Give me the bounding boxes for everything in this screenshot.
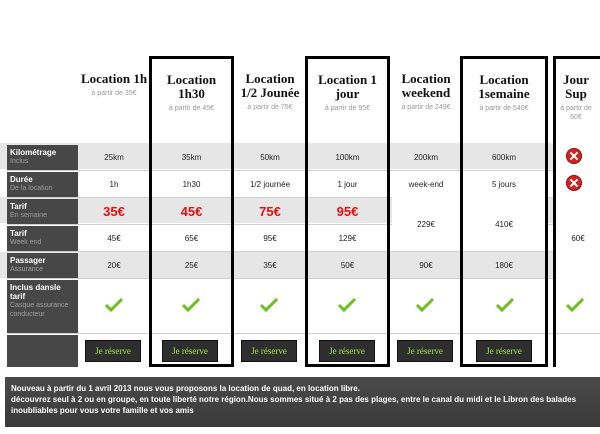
col-title: Jour Sup [563,72,589,101]
col-price: à partir de 75€ [247,104,293,111]
label-title: Kilométrage [10,148,57,157]
cell-passager: 25€ [184,261,199,270]
col-title: Location 1h [80,71,148,86]
col-title: Location 1/2 Jounée [240,71,300,100]
check-icon [566,298,584,312]
label-sub: Inclus [10,158,29,165]
cell-tarif-weekend: 45€ [107,234,121,243]
cell-passager: 50€ [340,261,355,270]
col-head-1h [80,58,148,141]
cell-tarif-weekend: 129€ [338,234,357,243]
col-head-demi [236,58,304,141]
label-title: Tarif [10,202,27,211]
cell-weekend-tarif: 229€ [417,220,435,229]
cell-tarif-semaine: 45€ [180,204,203,219]
cell-duree: week-end [408,180,444,189]
cell-tarif-weekend: 65€ [184,234,199,243]
col-price: à partir de 60€ [560,105,592,121]
cell-km: 100km [335,153,360,162]
cell-km: 200km [413,153,438,162]
col-title: Location weekend [401,71,451,100]
cell-duree: 1h [109,180,119,189]
reserve-button-semaine[interactable]: Je réserve [476,340,532,362]
check-icon [260,298,278,312]
cell-passager: 20€ [107,261,121,270]
label-empty [7,335,78,367]
cell-passager: 35€ [263,261,277,270]
label-sub: Week end [10,239,42,246]
label-sub: Casque assurance conducteur [10,302,69,318]
cell-duree: 1/2 journée [249,180,291,189]
col-price: à partir de 249€ [401,104,451,111]
col-head-1h30 [149,56,234,143]
unavailable-icon [566,175,582,191]
cell-duree: 1h30 [182,180,201,189]
unavailable-icon [566,148,582,164]
check-icon [416,298,434,312]
label-title: Passager [10,256,46,265]
col-head-weekend [392,58,460,141]
col-head-semaine [460,56,548,143]
cell-km: 600km [491,153,516,162]
cell-duree: 5 jours [491,180,516,189]
col-box-semaine [460,143,548,367]
info-line-1: Nouveau à partir du 1 avril 2013 nous vous proposons la location de quad, en location libre. [11,384,360,393]
col-head-joursup [553,56,600,143]
col-price: à partir de 35€ [91,90,137,97]
col-head-1jour [305,56,390,143]
reserve-button-demi[interactable]: Je réserve [241,340,297,362]
label-passager [7,253,78,278]
col-box-1h30 [149,143,234,367]
cell-duree: 1 jour [337,180,358,189]
check-icon [496,298,514,312]
cell-tarif-semaine: 35€ [103,204,125,219]
label-duree [7,172,78,197]
label-title: Inclus dansle tarif [10,283,61,301]
col-box-1jour [305,143,390,367]
cell-joursup-tarif: 60€ [571,234,585,243]
cell-tarif-semaine: 75€ [259,204,281,219]
col-price: à partir de 540€ [479,105,529,112]
cell-km: 25km [104,153,124,162]
col-price: à partir de 45€ [168,105,215,112]
reserve-button-1h30[interactable]: Je réserve [162,340,218,362]
check-icon [105,298,123,312]
cell-tarif-weekend: 95€ [263,234,277,243]
cell-km: 50km [260,153,280,162]
label-sub: De la location [10,185,53,192]
label-inclus [7,280,78,333]
cell-passager: 180€ [495,261,513,270]
reserve-button-weekend[interactable]: Je réserve [397,340,453,362]
label-sub: Assurance [10,266,44,273]
cell-tarif-semaine: 95€ [336,204,359,219]
label-title: Durée [10,175,33,184]
cell-semaine-tarif: 410€ [495,220,513,229]
col-title: Location 1semaine [478,72,530,101]
label-tarif-semaine [7,199,78,224]
check-icon [338,298,356,312]
col-title: Location 1h30 [166,72,217,101]
label-tarif-weekend [7,226,78,251]
cell-km: 35km [181,153,202,162]
label-sub: En semaine [10,212,47,219]
info-line-2: découvrez seul à 2 ou en groupe, en toute liberté notre région.Nous sommes situé à 2 pas des plages, entre le canal du midi et le Libron des balades inoubliables pour vous votre famille et vos amis [11,395,577,415]
reserve-button-1h[interactable]: Je réserve [85,340,141,362]
reserve-button-1jour[interactable]: Je réserve [319,340,375,362]
check-icon [182,298,200,312]
col-price: à partir de 95€ [324,105,371,112]
label-title: Tarif [10,229,27,238]
label-kilometrage [7,145,78,170]
col-title: Location 1 jour [318,72,377,101]
cell-passager: 90€ [419,261,433,270]
info-banner [5,377,600,427]
